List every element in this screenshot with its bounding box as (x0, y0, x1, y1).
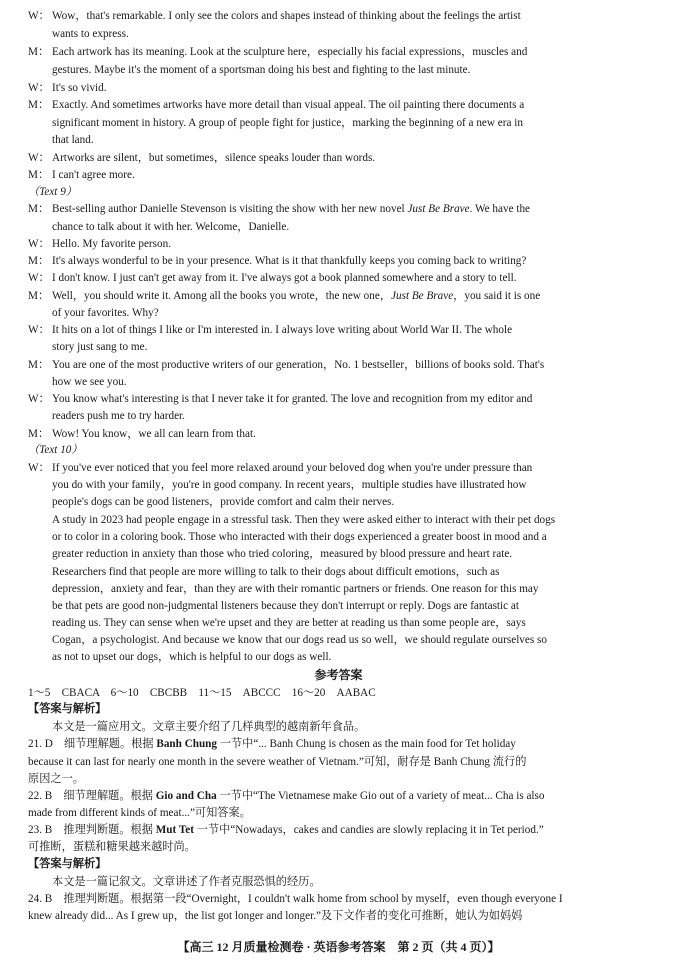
speaker-label: W： (28, 238, 50, 250)
passage-line: people's dogs can be good listeners，provide comfort and calm their nerves. (52, 496, 395, 508)
speaker-label: M： (28, 169, 50, 181)
speaker-label: M： (28, 290, 50, 302)
dialogue-line: readers push me to try harder. (52, 410, 185, 422)
passage-line: you do with your family，you're in good company. In recent years，multiple studies have illustrated how (52, 479, 527, 491)
speaker-label: W： (28, 324, 50, 336)
passage-line: be that pets are good non-judgmental listeners because they don't interrupt or reply. Dogs are fantastic at (52, 600, 519, 612)
speaker-label: M： (28, 428, 50, 440)
speaker-label: M： (28, 99, 50, 111)
dialogue-line: Hello. My favorite person. (52, 238, 171, 250)
answer-explanation-line: 原因之一。 (28, 773, 84, 785)
speaker-label: W： (28, 462, 50, 474)
explanation-label: 【答案与解析】 (28, 703, 107, 715)
passage-line: Researchers find that people are more willing to talk to their dogs about difficult emotions，such as (52, 566, 500, 578)
dialogue-line: I can't agree more. (52, 169, 135, 181)
answer-explanation-line: because it can last for nearly one month in the severe weather of Vietnam.”可知，耐存是 Banh Chung 流行的 (28, 756, 527, 768)
page-footer: 【高三 12 月质量检测卷 · 英语参考答案 第 2 页（共 4 页）】 (177, 940, 500, 954)
answer-explanation-23: 23. B 推理判断题。根据 Mut Tet 一节中“Nowadays，cakes and candies are slowly replacing it in Tet period.” (28, 824, 544, 836)
dialogue-line: story just sang to me. (52, 341, 148, 353)
answer-explanation-line: 可推断，蛋糕和糖果越来越时尚。 (28, 841, 196, 853)
passage-line: greater reduction in anxiety than those who tried coloring，measured by blood pressure and heart rate. (52, 548, 513, 560)
speaker-label: M： (28, 359, 50, 371)
speaker-label: W： (28, 82, 50, 94)
answer-explanation-24: 24. B 推理判断题。根据第一段“Overnight，I couldn't walk home from school by myself，even though everyone I (28, 893, 563, 905)
dialogue-line: I don't know. I just can't get away from it. I've always got a book planned somewhere and a story to tell. (52, 272, 517, 284)
dialogue-line: Wow! You know，we all can learn from that. (52, 428, 256, 440)
answer-explanation-line: knew already did... As I grew up，the list got longer and longer.”及下文作者的变化可推断，她认为如妈妈 (28, 910, 523, 922)
dialogue-line: It's always wonderful to be in your presence. What is it that thankfully keeps you coming back to writing? (52, 255, 527, 267)
answer-explanation-22: 22. B 细节理解题。根据 Gio and Cha 一节中“The Vietnamese make Gio out of a variety of meat... Cha is also (28, 790, 545, 802)
answer-explanation-line: made from different kinds of meat...”可知答案。 (28, 807, 251, 819)
dialogue-line: gestures. Maybe it's the moment of a sportsman doing his best and fighting to the last minute. (52, 64, 471, 76)
answer-explanation-21: 21. D 细节理解题。根据 Banh Chung 一节中“... Banh Chung is chosen as the main food for Tet holiday (28, 738, 516, 750)
dialogue-line: wants to express. (52, 28, 129, 40)
passage-line: If you've ever noticed that you feel more relaxed around your beloved dog when you're under pressure than (52, 462, 533, 474)
passage-line: Cogan，a psychologist. And because we know that our dogs read us so well，we should regulate ourselves so (52, 634, 547, 646)
section-heading: （Text 9） (28, 186, 77, 198)
answer-key-row: 1～5 CBACA 6～10 CBCBB 11～15 ABCCC 16～20 AABAC (28, 687, 376, 699)
section-heading: （Text 10） (28, 444, 83, 456)
speaker-label: M： (28, 255, 50, 267)
dialogue-line: Wow，that's remarkable. I only see the colors and shapes instead of thinking about the feelings the artist (52, 10, 521, 22)
dialogue-line: Artworks are silent，but sometimes，silence speaks louder than words. (52, 152, 376, 164)
speaker-label: W： (28, 272, 50, 284)
dialogue-line: You are one of the most productive writers of our generation，No. 1 bestseller，billions of books sold. That's (52, 359, 545, 371)
explanation-label: 【答案与解析】 (28, 858, 107, 870)
passage-line: depression，anxiety and fear，than they are with their romantic partners or friends. One reason for this may (52, 583, 539, 595)
passage-line: or to color in a coloring book. Those who interacted with their dogs experienced a greater boost in mood and a (52, 531, 547, 543)
book-title: Just Be Brave (407, 203, 470, 215)
passage-line: A study in 2023 had people engage in a stressful task. Then they were asked either to interact with their pet dogs (52, 514, 556, 526)
dialogue-line: It's so vivid. (52, 82, 107, 94)
speaker-label: M： (28, 46, 50, 58)
dialogue-line: chance to talk about it with her. Welcome，Danielle. (52, 221, 290, 233)
dialogue-line: significant moment in history. A group of people fight for justice，marking the beginning of a new era in (52, 117, 523, 129)
speaker-label: W： (28, 10, 50, 22)
dialogue-line: how we see you. (52, 376, 127, 388)
passage-summary: 本文是一篇记叙文。文章讲述了作者克服恐惧的经历。 (52, 876, 321, 888)
answers-title: 参考答案 (314, 668, 363, 682)
dialogue-line: Each artwork has its meaning. Look at the sculpture here，especially his facial expressions，muscles and (52, 46, 528, 58)
dialogue-line: of your favorites. Why? (52, 307, 159, 319)
dialogue-line: It hits on a lot of things I like or I'm interested in. I always love writing about World War II. The whole (52, 324, 513, 336)
book-title: Just Be Brave (391, 290, 454, 302)
passage-summary: 本文是一篇应用文。文章主要介绍了几样典型的越南新年食品。 (52, 721, 366, 733)
speaker-label: W： (28, 393, 50, 405)
dialogue-line: Exactly. And sometimes artworks have more detail than visual appeal. The oil painting there documents a (52, 99, 525, 111)
dialogue-line: You know what's interesting is that I never take it for granted. The love and recognition from my editor and (52, 393, 533, 405)
dialogue-line: that land. (52, 134, 94, 146)
passage-line: reading us. They can sense when we're upset and they are better at reading us than some people are，says (52, 617, 526, 629)
speaker-label: W： (28, 152, 50, 164)
speaker-label: M： (28, 203, 50, 215)
passage-line: as not to upset our dogs，which is helpful to our dogs as well. (52, 651, 332, 663)
dialogue-line: Well，you should write it. Among all the books you wrote，the new one，Just Be Brave，you said it is one (52, 290, 541, 302)
dialogue-line: Best-selling author Danielle Stevenson is visiting the show with her new novel Just Be Brave. We have the (52, 203, 531, 215)
